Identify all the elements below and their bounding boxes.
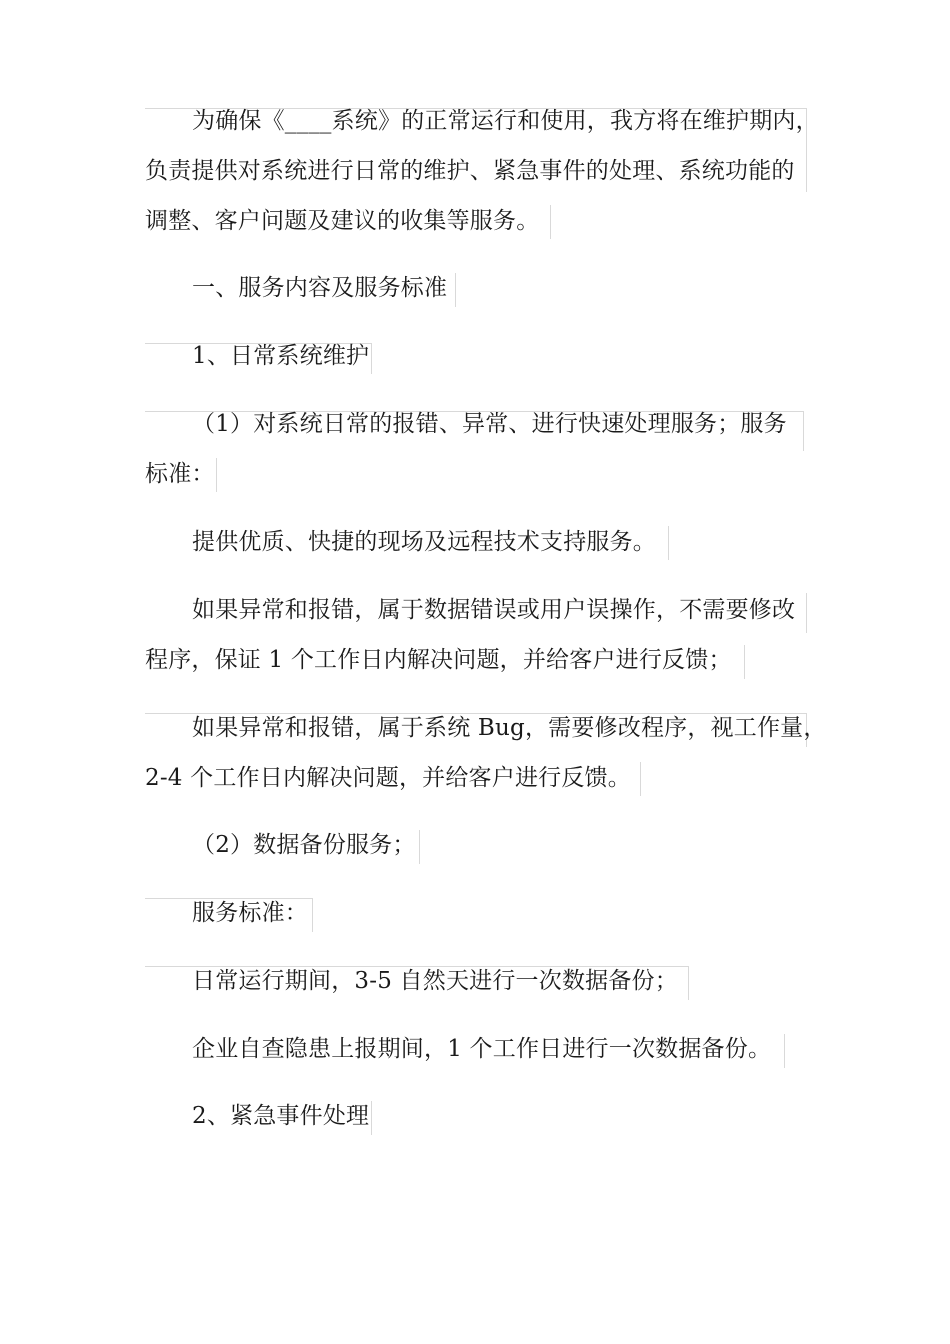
- paragraph-frame: [744, 645, 745, 679]
- paragraph-frame: [371, 343, 372, 374]
- paragraph-frame: [455, 273, 456, 307]
- paragraph-frame: [312, 898, 313, 932]
- paragraph-frame: [371, 1101, 372, 1135]
- paragraph-frame: [640, 762, 641, 796]
- paragraph-intro-line: 调整、客户问题及建议的收集等服务。: [145, 208, 540, 234]
- list-item-line: 标准：: [145, 461, 215, 487]
- paragraph-line: 日常运行期间，3-5 自然天进行一次数据备份；: [192, 968, 678, 994]
- list-item-line: （1）对系统日常的报错、异常、进行快速处理服务；服务: [192, 411, 787, 437]
- paragraph-frame: [550, 205, 551, 239]
- paragraph-frame: [806, 593, 807, 633]
- paragraph-frame: [803, 411, 804, 451]
- paragraph-line: 服务标准：: [192, 900, 308, 926]
- list-item-line: （2）数据备份服务；: [192, 832, 416, 858]
- paragraph-line: 企业自查隐患上报期间，1 个工作日进行一次数据备份。: [192, 1036, 772, 1062]
- paragraph-frame: [668, 526, 669, 560]
- paragraph-intro-line: 为确保《____系统》的正常运行和使用，我方将在维护期内，: [192, 108, 819, 134]
- subsection-heading: 2、紧急事件处理: [192, 1103, 370, 1129]
- paragraph-frame: [784, 1034, 785, 1068]
- paragraph-line: 如果异常和报错，属于系统 Bug，需要修改程序，视工作量，: [192, 715, 827, 741]
- section-heading: 一、服务内容及服务标准: [192, 275, 448, 301]
- paragraph-line: 如果异常和报错，属于数据错误或用户误操作，不需要修改: [192, 597, 796, 623]
- paragraph-frame: [688, 966, 689, 1000]
- paragraph-line: 提供优质、快捷的现场及远程技术支持服务。: [192, 529, 656, 555]
- subsection-heading: 1、日常系统维护: [192, 343, 370, 369]
- paragraph-frame: [419, 830, 420, 864]
- paragraph-frame: [216, 458, 217, 492]
- paragraph-line: 程序，保证 1 个工作日内解决问题，并给客户进行反馈；: [145, 647, 732, 673]
- paragraph-intro-line: 负责提供对系统进行日常的维护、紧急事件的处理、系统功能的: [145, 158, 795, 184]
- paragraph-line: 2-4 个工作日内解决问题，并给客户进行反馈。: [145, 765, 631, 791]
